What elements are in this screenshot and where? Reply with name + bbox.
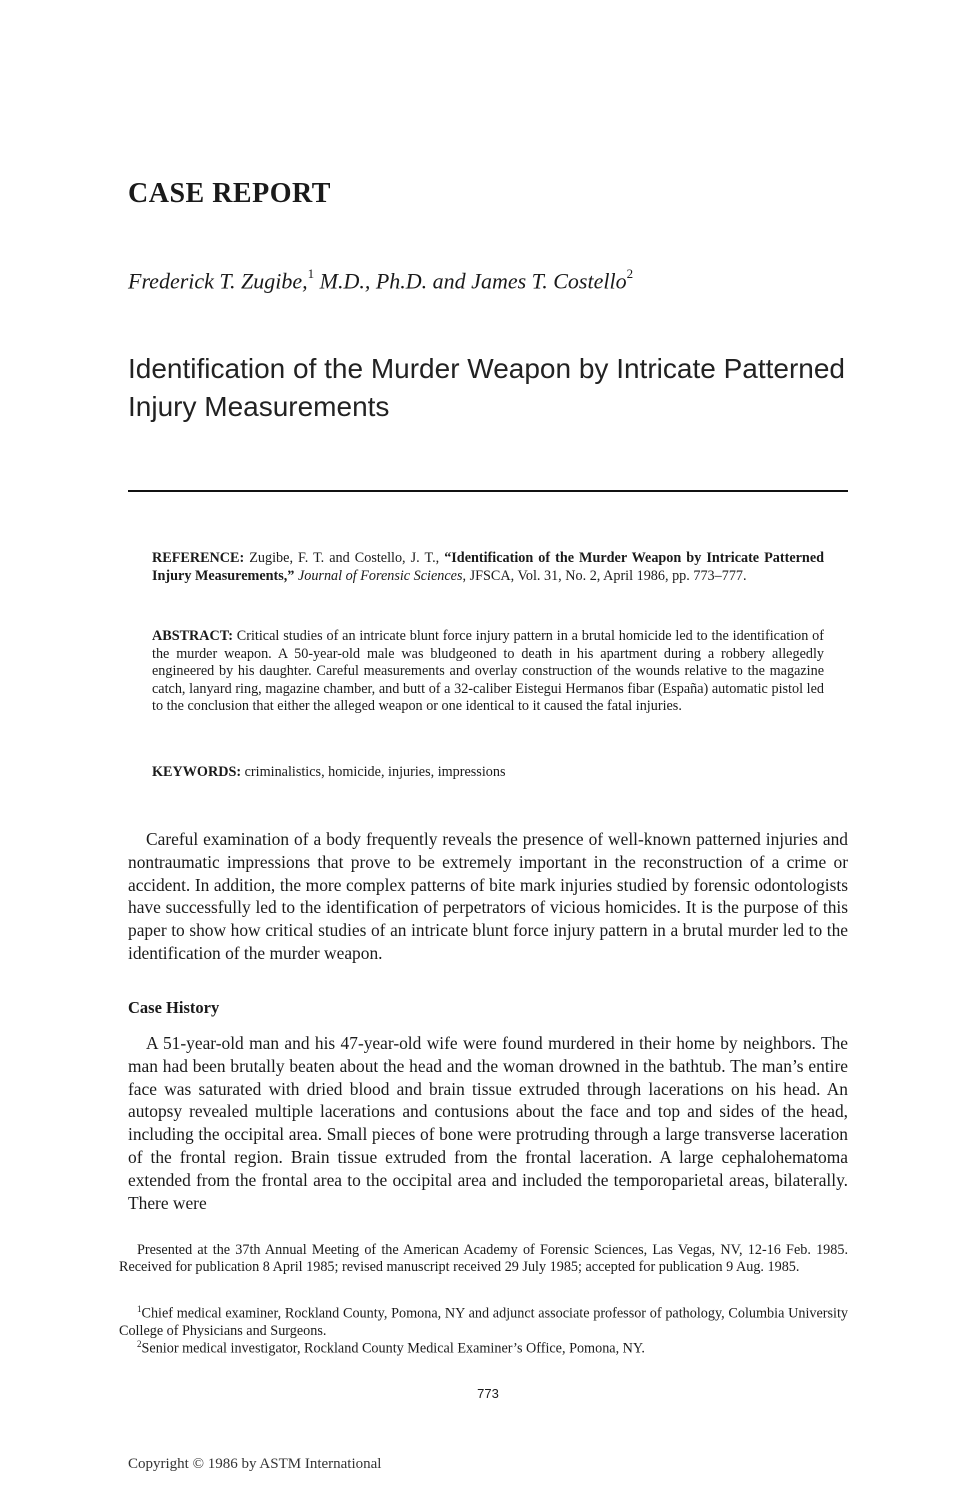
keywords-text: criminalistics, homicide, injuries, impressions [241, 764, 506, 780]
page-number: 773 [477, 1386, 499, 1401]
intro-paragraph: Careful examination of a body frequently reveals the presence of well-known patterned injuries and nontraumatic impressions that prove to be extremely important in the reconstruction of a crime or accident. In addition, the more complex patterns of bite mark injuries studied by forensic odontologists have successfully led to the identification of perpetrators of vicious homicides. It is the purpose of this paper to show how critical studies of an intricate blunt force injury pattern in a brutal murder led to the identification of the murder weapon. [128, 829, 848, 963]
abstract-text: Critical studies of an intricate blunt force injury pattern in a brutal homicide led to the identification of the murder weapon. A 50-year-old male was bludgeoned to death in his apartment during a robbery allegedly engineered by his daughter. Careful measurements and overlay construction of the wounds relative to the magazine catch, lanyard ring, magazine chamber, and butt of a 32-caliber Eistegui Hermanos fibar (España) automatic pistol led to the conclusion that either the alleged weapon or one identical to it caused the fatal injuries. [152, 628, 824, 714]
case-history-heading: Case History [128, 998, 220, 1017]
reference-details: , JFSCA, Vol. 31, No. 2, April 1986, pp. 773–777. [462, 567, 747, 584]
author-degrees: M.D., Ph.D. and James T. Costello [314, 268, 627, 294]
author-line [128, 268, 633, 294]
footnote-text: Chief medical examiner, Rockland County, Pomona, NY and adjunct associate professor of pathology, Columbia University College of Physicians and Surgeons. [119, 1305, 848, 1339]
section-label: CASE REPORT [128, 178, 331, 209]
abstract-block [152, 628, 824, 716]
keywords-block [152, 764, 824, 782]
title-divider [128, 490, 848, 492]
footnote-presented: Presented at the 37th Annual Meeting of the American Academy of Forensic Sciences, Las Vegas, NV, 12-16 Feb. 1985. Received for publication 8 April 1985; revised manuscript received 29 July 1985; accepted for publication 9 Aug. 1985. [119, 1242, 848, 1275]
footnote-text: Senior medical investigator, Rockland County Medical Examiner’s Office, Pomona, NY. [141, 1340, 645, 1357]
reference-journal: Journal of Forensic Sciences [294, 567, 463, 584]
article-title: Identification of the Murder Weapon by Intricate Patterned Injury Measurements [128, 353, 846, 422]
footnote-mark: 1 [137, 1304, 142, 1314]
case-history-paragraph: A 51-year-old man and his 47-year-old wife were found murdered in their home by neighbors. The man had been brutally beaten about the head and the woman drowned in the bathtub. The man’s entire face was saturated with dried blood and brain tissue extruded through lacerations on his head. An autopsy revealed multiple lacerations and contusions about the face and top and sides of the head, including the occipital area. Small pieces of bone were protruding through a large transverse laceration of the frontal region. Brain tissue extruded from the frontal laceration. A large cephalohematoma extended from the frontal area to the occipital area and included the temporoparietal areas, bilaterally. There were [128, 1033, 848, 1213]
footnote-mark: 2 [626, 266, 634, 281]
abstract-label: ABSTRACT: [152, 628, 233, 644]
keywords-label: KEYWORDS: [152, 764, 242, 780]
footnote-1 [119, 1301, 848, 1340]
reference-block [152, 550, 824, 585]
reference-label: REFERENCE: [152, 550, 245, 566]
footnote-mark: 2 [137, 1339, 142, 1349]
footnote-mark: 1 [307, 266, 315, 281]
reference-authors: Zugibe, F. T. and Costello, J. T., [244, 550, 445, 566]
footnote-2 [119, 1336, 848, 1358]
copyright-notice: Copyright © 1986 by ASTM International [128, 1456, 382, 1472]
author-name: Frederick T. Zugibe, [128, 268, 308, 294]
reference-article-title: “Identification of the Murder Weapon by Intricate Patterned Injury Measurements,” [152, 550, 825, 584]
